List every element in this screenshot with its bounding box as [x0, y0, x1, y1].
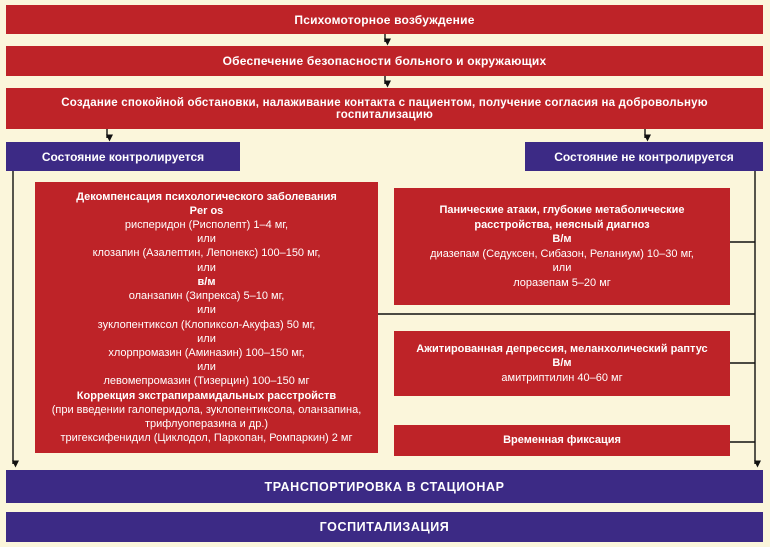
step-ensure-safety: Обеспечение безопасности больного и окружающих	[6, 46, 763, 76]
text-line: Per os	[189, 204, 224, 217]
text-line: оланзапин (Зипрекса) 5–10 мг,	[128, 290, 285, 303]
text-line: или	[197, 361, 216, 374]
text-line: тригексифенидил (Циклодол, Паркопан, Ромпаркин) 2 мг	[60, 432, 353, 445]
panic-attacks-box	[394, 188, 730, 305]
branch-state-not-controlled: Состояние не контролируется	[525, 142, 763, 171]
text-line: или	[197, 332, 216, 345]
text-line: В/м	[552, 357, 572, 370]
text-line: Ажитированная депрессия, меланхолический раптус	[416, 342, 708, 355]
branch-state-controlled: Состояние контролируется	[6, 142, 240, 171]
transport-to-hospital-bar: ТРАНСПОРТИРОВКА В СТАЦИОНАР	[6, 470, 763, 503]
text-line: клозапин (Азалептин, Лепонекс) 100–150 мг,	[92, 247, 321, 260]
text-line: Декомпенсация психологического заболевания	[76, 190, 337, 203]
text-line: хлорпромазин (Аминазин) 100–150 мг,	[108, 346, 305, 359]
hospitalization-bar: ГОСПИТАЛИЗАЦИЯ	[6, 512, 763, 542]
text-line: В/м	[552, 233, 572, 245]
text-line: зуклопентиксол (Клопиксол-Акуфаз) 50 мг,	[97, 318, 316, 331]
text-line: левомепромазин (Тизерцин) 100–150 мг	[103, 375, 310, 388]
text-line: диазепам (Седуксен, Сибазон, Реланиум) 10–30 мг,	[430, 247, 694, 260]
agitated-depression-box	[394, 331, 730, 396]
step-calm-environment: Создание спокойной обстановки, налаживание контакта с пациентом, получение согласия на добровольную госпитализацию	[6, 88, 763, 129]
text-line: или	[552, 262, 572, 274]
text-line: Временная фиксация	[503, 434, 621, 447]
text-line: или	[197, 261, 216, 274]
text-line: рисперидон (Рисполепт) 1–4 мг,	[124, 219, 289, 232]
text-line: или	[197, 233, 216, 246]
text-line: Коррекция экстрапирамидальных расстройств	[76, 389, 337, 402]
text-line: лоразепам 5–20 мг	[513, 276, 611, 289]
step-psychomotor-agitation: Психомоторное возбуждение	[6, 5, 763, 34]
text-line: Панические атаки, глубокие метаболические расстройства, неясный диагноз	[439, 204, 685, 231]
decompensation-treatment-box	[35, 182, 378, 453]
temporary-fixation-box	[394, 425, 730, 456]
text-line: (при введении галоперидола, зуклопентиксола, оланзапина, трифлуоперазина и др.)	[51, 403, 362, 430]
text-line: или	[197, 304, 216, 317]
text-line: амитриптилин 40–60 мг	[501, 371, 623, 384]
text-line: в/м	[197, 275, 216, 288]
